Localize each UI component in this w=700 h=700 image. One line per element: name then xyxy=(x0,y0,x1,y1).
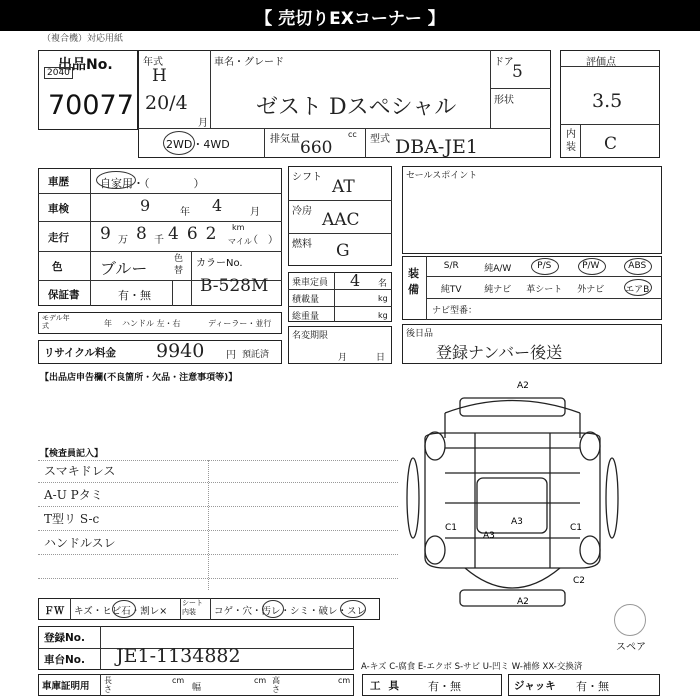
fuel-label: 燃料 xyxy=(292,239,312,250)
ac-label: 冷房 xyxy=(292,206,312,217)
rating-label: 評価点 xyxy=(586,57,616,68)
gross-label: 総重量 xyxy=(292,312,320,322)
history-options: 自家用・（ ） xyxy=(100,177,205,190)
inspection-year-unit: 年 xyxy=(180,207,190,218)
load-label: 積載量 xyxy=(292,295,320,305)
recycle-note: 預託済 xyxy=(242,350,270,360)
mileage-label: 走行 xyxy=(48,232,69,244)
shift-value: AT xyxy=(332,177,355,197)
equipment-item: 純TV xyxy=(440,285,462,295)
year-era: H xyxy=(152,66,167,86)
interior-label: 内装 xyxy=(566,129,576,153)
warranty-value: 有・無 xyxy=(118,289,151,302)
spare-tire-icon xyxy=(614,604,646,636)
recycle-value: 9940 xyxy=(156,340,205,362)
width-label: 幅 xyxy=(192,683,202,693)
fw-seat-label: シート内装 xyxy=(182,599,203,616)
equipment-circle-mark xyxy=(531,258,559,275)
lot-label: 出品No. xyxy=(58,57,113,73)
lot-tag: 2040 xyxy=(44,67,73,79)
history-label: 車歴 xyxy=(48,176,69,188)
equipment-item: P/S xyxy=(537,261,552,271)
equipment-item: 純A/W xyxy=(484,264,512,274)
mileage-paren: （ ） xyxy=(248,235,278,246)
spare-label: スペア xyxy=(616,642,646,653)
jack-label: ジャッキ xyxy=(514,680,556,692)
damage-mark: A2 xyxy=(517,597,529,607)
fw-label: ＦＷ xyxy=(44,606,64,617)
model-year-unit: 年 xyxy=(104,319,112,328)
tools-value: 有・無 xyxy=(428,680,461,693)
lot-number: 70077 xyxy=(48,90,134,121)
capacity-label: 乗車定員 xyxy=(292,278,329,288)
seller-report-label: 【出品店申告欄(不良箇所・欠品・注意事項等)】 xyxy=(40,373,238,383)
color-no-value: B-528M xyxy=(200,276,269,296)
inspection-month-unit: 月 xyxy=(250,207,260,218)
mod-date-label: 名変期限 xyxy=(292,331,329,341)
equipment-circle-mark xyxy=(624,279,652,296)
length-unit: cm xyxy=(172,676,185,685)
shift-label: シフト xyxy=(292,172,322,183)
year-label: 年式 xyxy=(143,57,163,68)
color-no-label: カラーNo. xyxy=(196,258,243,269)
equipment-item: 外ナビ xyxy=(577,285,605,295)
equipment-circle-mark xyxy=(624,258,652,275)
ac-value: AAC xyxy=(322,210,360,230)
interior-value: C xyxy=(604,134,618,154)
equipment-item: S/R xyxy=(443,261,459,271)
car-name-label: 車名・グレード xyxy=(214,57,284,68)
mileage-sen: 8 xyxy=(136,224,147,244)
rating-value: 3.5 xyxy=(592,90,623,112)
inspector-note-3: T型リ S-c xyxy=(44,512,100,526)
damage-mark: C1 xyxy=(570,523,583,533)
model-year-handle: ハンドル 左・右 xyxy=(122,319,181,328)
capacity-unit: 名 xyxy=(378,279,388,289)
damage-mark: A3 xyxy=(511,517,523,527)
car-name-value: ゼスト Dスペシャル xyxy=(256,95,457,120)
equipment-item: エアB xyxy=(625,285,650,295)
doors-value: 5 xyxy=(512,62,523,82)
equipment-item: 純ナビ xyxy=(484,285,512,295)
inspection-label: 車検 xyxy=(48,203,69,215)
navi-label: ナビ型番： xyxy=(432,306,478,316)
color-value: ブルー xyxy=(100,259,148,278)
later-value: 登録ナンバー後送 xyxy=(436,343,563,362)
damage-mark: A3 xyxy=(483,531,495,541)
inspector-label: 【検査員記入】 xyxy=(40,449,104,459)
later-label: 後日品 xyxy=(406,329,434,339)
fw-seat-items: コゲ・穴・汚レ・シミ・破レ・スレ xyxy=(214,606,367,617)
shape-label: 形状 xyxy=(494,95,514,106)
equipment-item: 革シート xyxy=(526,285,563,295)
top-caption: （複合機）対応用紙 xyxy=(42,34,124,44)
inspector-note-4: ハンドルスレ xyxy=(44,536,116,550)
jack-value: 有・無 xyxy=(576,680,609,693)
equipment-item: P/W xyxy=(582,261,600,271)
model-year-dealer: ディーラー・並行 xyxy=(208,319,272,328)
chassis-label: 車台No. xyxy=(44,654,85,666)
inspector-note-2: A-U Pタミ xyxy=(44,488,103,502)
drive-2wd: 2WD・4WD xyxy=(166,136,230,152)
cert-label: 車庫証明用 xyxy=(42,681,90,692)
mod-date-month: 月 xyxy=(338,353,348,363)
length-label: 長さ xyxy=(104,676,112,694)
recycle-unit: 円 xyxy=(226,350,236,361)
damage-mark: C1 xyxy=(445,523,458,533)
damage-legend: A-キズ C-腐食 E-エクボ S-サビ U-凹ミ W-補修 XX-交換済 xyxy=(361,662,583,672)
inspection-year: 9 xyxy=(140,196,151,215)
color-change-label: 色替 xyxy=(174,254,184,276)
doors-label: ドア xyxy=(494,57,514,68)
mod-date-day: 日 xyxy=(376,353,386,363)
fw-items: キズ・ヒビ石・割レ× xyxy=(74,606,168,617)
damage-mark: A2 xyxy=(517,381,529,391)
car-damage-diagram xyxy=(405,378,620,618)
mileage-digits: 462 xyxy=(168,224,225,244)
damage-mark: C2 xyxy=(573,576,586,586)
mileage-km-unit: km xyxy=(232,223,245,232)
mileage-mile-unit: マイル xyxy=(228,237,252,246)
year-value: 20/4 xyxy=(145,92,188,114)
equipment-item: ABS xyxy=(628,261,647,271)
equipment-label: 装備 xyxy=(408,267,419,296)
equipment-circle-mark xyxy=(578,258,606,275)
color-label: 色 xyxy=(52,261,63,273)
sales-point-label: セールスポイント xyxy=(406,171,478,181)
mileage-man: 9 xyxy=(100,224,111,244)
recycle-label: リサイクル料金 xyxy=(44,347,117,359)
load-unit: kg xyxy=(378,294,388,303)
width-unit: cm xyxy=(254,676,267,685)
registration-label: 登録No. xyxy=(44,632,85,644)
fuel-value: G xyxy=(336,241,350,261)
mileage-man-unit: 万 xyxy=(118,235,128,246)
displacement-label: 排気量 xyxy=(270,134,300,145)
mileage-sen-unit: 千 xyxy=(154,235,164,246)
chassis-value: JE1-1134882 xyxy=(116,645,241,667)
model-year-label: モデル年式 xyxy=(42,314,70,330)
displacement-unit: cc xyxy=(348,130,357,139)
warranty-label: 保証書 xyxy=(48,289,80,301)
tools-label: 工具 xyxy=(370,680,407,692)
year-month-unit: 月 xyxy=(198,118,208,129)
gross-unit: kg xyxy=(378,311,388,320)
model-label: 型式 xyxy=(370,134,390,145)
inspection-month: 4 xyxy=(212,196,223,215)
capacity-value: 4 xyxy=(350,271,361,290)
displacement-value: 660 xyxy=(300,138,333,158)
height-unit: cm xyxy=(338,676,351,685)
height-label: 高さ xyxy=(272,676,280,694)
header-title: 【 売切りEXコーナー 】 xyxy=(255,9,445,29)
model-value: DBA-JE1 xyxy=(395,136,478,158)
inspector-note-1: スマキドレス xyxy=(44,464,116,478)
